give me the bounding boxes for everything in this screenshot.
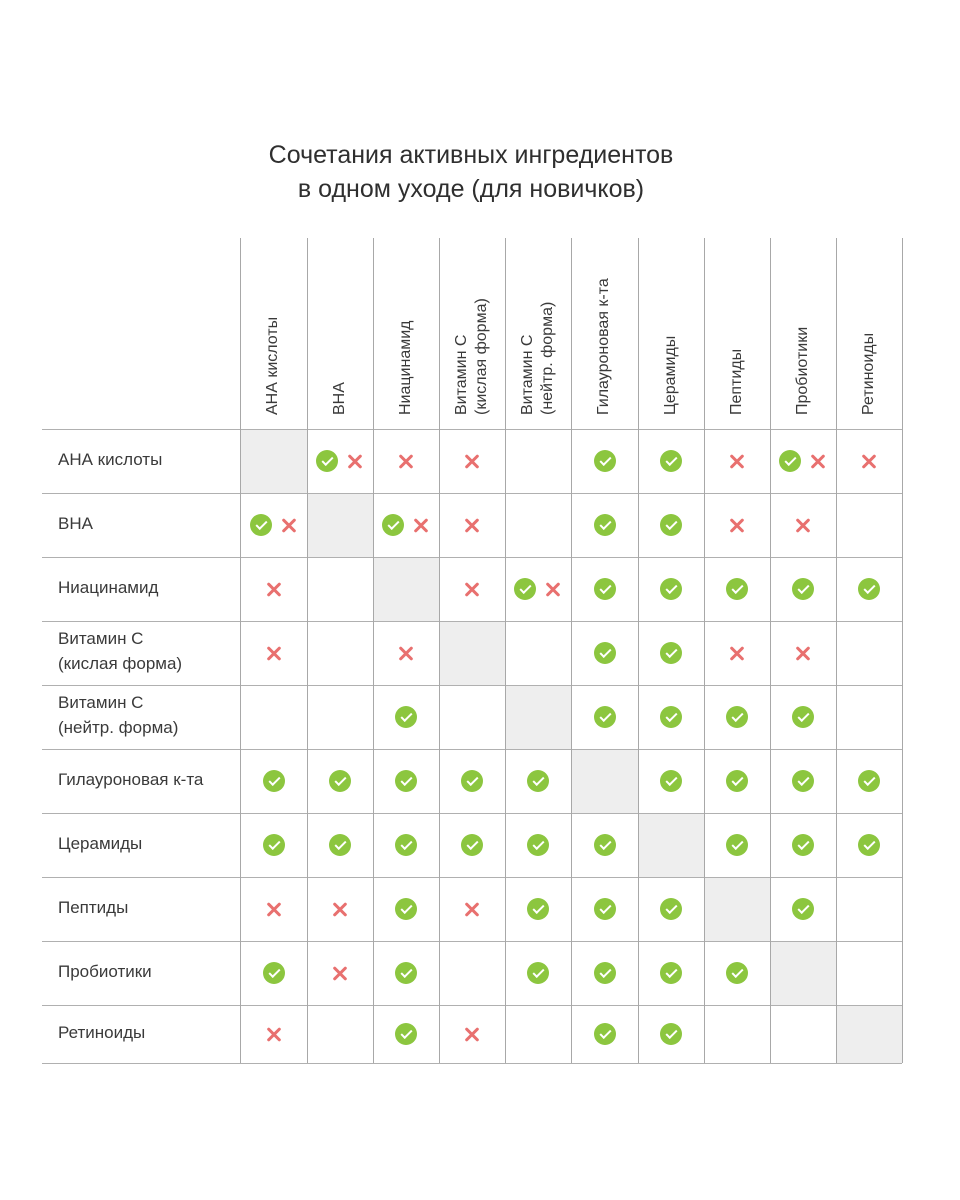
column-header-label	[518, 240, 558, 415]
title-line-2: в одном уходе (для новичков)	[297, 175, 645, 203]
table-cell	[571, 557, 638, 621]
table-cell	[571, 493, 638, 557]
cross-icon	[463, 516, 481, 534]
check-circle-icon	[660, 450, 682, 472]
row-label-text: Гилауроновая к-та	[58, 769, 204, 789]
column-header-text: (нейтр. форма)	[539, 301, 556, 415]
table-cell	[373, 877, 439, 941]
table-cell	[439, 429, 505, 493]
cross-icon	[280, 516, 298, 534]
column-header	[439, 240, 505, 428]
check-circle-icon	[792, 898, 814, 920]
table-cell	[240, 557, 307, 621]
cross-icon	[544, 580, 562, 598]
check-circle-icon	[858, 770, 880, 792]
check-circle-icon	[726, 962, 748, 984]
row-label	[58, 1020, 145, 1045]
check-circle-icon	[660, 898, 682, 920]
table-cell	[439, 749, 505, 813]
table-cell	[505, 941, 571, 1005]
cross-icon	[728, 452, 746, 470]
table-cell	[704, 813, 770, 877]
table-cell	[638, 429, 704, 493]
table-cell	[571, 685, 638, 749]
table-cell	[836, 621, 902, 685]
check-circle-icon	[792, 706, 814, 728]
table-cell	[638, 877, 704, 941]
table-cell	[439, 685, 505, 749]
row-label	[58, 511, 93, 536]
column-header	[505, 240, 571, 428]
row-label-text: (кислая форма)	[58, 654, 183, 673]
table-cell	[307, 1005, 373, 1063]
table-cell	[836, 877, 902, 941]
table-cell	[505, 621, 571, 685]
table-cell	[240, 941, 307, 1005]
table-cell	[638, 1005, 704, 1063]
cross-icon	[463, 452, 481, 470]
table-cell	[638, 685, 704, 749]
table-cell	[770, 685, 836, 749]
check-circle-icon	[594, 642, 616, 664]
table-cell	[571, 941, 638, 1005]
table-cell	[307, 621, 373, 685]
cross-icon	[728, 516, 746, 534]
table-cell	[836, 557, 902, 621]
check-circle-icon	[660, 770, 682, 792]
table-cell	[240, 493, 307, 557]
check-circle-icon	[527, 898, 549, 920]
table-cell	[836, 685, 902, 749]
column-header	[373, 240, 439, 428]
diagonal-cell	[639, 814, 704, 877]
cross-icon	[463, 1025, 481, 1043]
table-cell	[505, 813, 571, 877]
cross-icon	[463, 900, 481, 918]
check-circle-icon	[858, 578, 880, 600]
check-circle-icon	[594, 1023, 616, 1045]
cross-icon	[397, 644, 415, 662]
check-circle-icon	[461, 834, 483, 856]
diagonal-cell	[705, 878, 770, 941]
check-circle-icon	[263, 962, 285, 984]
row-label-text: Церамиды	[58, 833, 143, 853]
table-cell	[505, 749, 571, 813]
table-cell	[836, 429, 902, 493]
row-label	[58, 447, 162, 472]
column-header-text: Ретиноиды	[860, 332, 877, 415]
table-cell	[307, 813, 373, 877]
table-cell	[373, 493, 439, 557]
check-circle-icon	[660, 1023, 682, 1045]
table-cell	[704, 1005, 770, 1063]
check-circle-icon	[726, 578, 748, 600]
table-cell	[770, 557, 836, 621]
column-header-text: Ниацинамид	[397, 320, 414, 415]
row-label	[58, 767, 203, 792]
column-header-label	[396, 240, 416, 415]
diagonal-cell	[241, 430, 307, 493]
check-circle-icon	[660, 514, 682, 536]
table-cell	[704, 685, 770, 749]
table-cell	[836, 941, 902, 1005]
column-header-label	[594, 240, 614, 415]
check-circle-icon	[594, 514, 616, 536]
table-cell	[770, 1005, 836, 1063]
table-cell	[505, 429, 571, 493]
table-cell	[770, 429, 836, 493]
table-cell	[638, 621, 704, 685]
table-cell	[373, 621, 439, 685]
column-header-label	[452, 240, 492, 415]
cross-icon	[412, 516, 430, 534]
diagonal-cell	[506, 686, 571, 749]
column-header	[240, 240, 306, 428]
column-header-text: Витамин С	[519, 334, 536, 415]
row-label-text: Ниацинамид	[58, 577, 159, 597]
check-circle-icon	[263, 770, 285, 792]
row-label-text: Пробиотики	[58, 961, 152, 981]
table-cell	[439, 1005, 505, 1063]
table-cell	[770, 877, 836, 941]
cross-icon	[265, 580, 283, 598]
row-label-text: Витамин С	[58, 629, 144, 648]
table-cell	[704, 621, 770, 685]
check-circle-icon	[594, 898, 616, 920]
cross-icon	[265, 900, 283, 918]
cross-icon	[331, 964, 349, 982]
table-cell	[836, 493, 902, 557]
column-header	[638, 240, 704, 428]
table-cell	[439, 557, 505, 621]
table-cell	[373, 749, 439, 813]
column-header-text: Церамиды	[662, 335, 679, 415]
table-cell	[571, 1005, 638, 1063]
check-circle-icon	[660, 962, 682, 984]
check-circle-icon	[594, 450, 616, 472]
column-header-text: ВНА	[331, 382, 348, 415]
cross-icon	[728, 644, 746, 662]
diagonal-cell	[572, 750, 638, 813]
check-circle-icon	[316, 450, 338, 472]
column-header	[307, 240, 373, 428]
table-cell	[505, 1005, 571, 1063]
check-circle-icon	[329, 770, 351, 792]
table-cell	[240, 685, 307, 749]
row-label	[58, 895, 128, 920]
table-cell	[505, 877, 571, 941]
cross-icon	[463, 580, 481, 598]
column-header-text: (кислая форма)	[473, 298, 490, 415]
table-cell	[240, 813, 307, 877]
check-circle-icon	[660, 642, 682, 664]
check-circle-icon	[329, 834, 351, 856]
check-circle-icon	[792, 770, 814, 792]
check-circle-icon	[395, 770, 417, 792]
check-circle-icon	[726, 770, 748, 792]
check-circle-icon	[660, 706, 682, 728]
table-cell	[373, 813, 439, 877]
diagonal-cell	[440, 622, 505, 685]
table-cell	[770, 493, 836, 557]
diagonal-cell	[771, 942, 836, 1005]
check-circle-icon	[594, 706, 616, 728]
table-cell	[571, 877, 638, 941]
table-cell	[638, 941, 704, 1005]
column-header-label	[661, 240, 681, 415]
check-circle-icon	[594, 834, 616, 856]
check-circle-icon	[660, 578, 682, 600]
row-label-text: Ретиноиды	[58, 1022, 146, 1042]
column-header-text: Пептиды	[728, 348, 745, 415]
column-header	[571, 240, 637, 428]
cross-icon	[331, 900, 349, 918]
check-circle-icon	[726, 706, 748, 728]
column-header	[704, 240, 770, 428]
column-header-text: Гилауроновая к-та	[595, 278, 612, 415]
table-cell	[704, 557, 770, 621]
check-circle-icon	[779, 450, 801, 472]
table-cell	[638, 493, 704, 557]
row-label-text: Пептиды	[58, 897, 129, 917]
table-cell	[307, 941, 373, 1005]
check-circle-icon	[792, 834, 814, 856]
table-cell	[307, 749, 373, 813]
row-label	[58, 690, 178, 740]
check-circle-icon	[527, 770, 549, 792]
row-label	[58, 575, 158, 600]
table-cell	[836, 813, 902, 877]
table-cell	[770, 749, 836, 813]
table-cell	[439, 813, 505, 877]
column-divider	[902, 238, 903, 1063]
column-header-label	[263, 240, 283, 415]
table-cell	[307, 557, 373, 621]
diagonal-cell	[308, 494, 373, 557]
column-header-text: Пробиотики	[794, 326, 811, 415]
table-cell	[571, 429, 638, 493]
cross-icon	[265, 1025, 283, 1043]
check-circle-icon	[858, 834, 880, 856]
row-divider	[42, 1063, 902, 1064]
table-cell	[505, 493, 571, 557]
table-cell	[240, 621, 307, 685]
cross-icon	[397, 452, 415, 470]
column-header-label	[727, 240, 747, 415]
table-cell	[439, 877, 505, 941]
cross-icon	[794, 516, 812, 534]
table-cell	[770, 621, 836, 685]
cross-icon	[346, 452, 364, 470]
check-circle-icon	[461, 770, 483, 792]
row-label-text: Витамин С	[58, 693, 144, 712]
table-cell	[240, 749, 307, 813]
table-cell	[240, 1005, 307, 1063]
row-label-text: (нейтр. форма)	[58, 718, 179, 737]
check-circle-icon	[792, 578, 814, 600]
check-circle-icon	[395, 962, 417, 984]
row-label	[58, 626, 182, 676]
table-cell	[373, 685, 439, 749]
check-circle-icon	[594, 578, 616, 600]
table-cell	[439, 493, 505, 557]
table-cell	[373, 941, 439, 1005]
diagonal-cell	[374, 558, 439, 621]
check-circle-icon	[250, 514, 272, 536]
table-cell	[571, 813, 638, 877]
column-header	[770, 240, 836, 428]
check-circle-icon	[726, 834, 748, 856]
title-line-1: Сочетания активных ингредиентов	[268, 141, 674, 169]
table-cell	[704, 429, 770, 493]
diagonal-cell	[837, 1006, 902, 1063]
table-cell	[704, 493, 770, 557]
table-cell	[638, 557, 704, 621]
table-cell	[571, 621, 638, 685]
table-cell	[240, 877, 307, 941]
check-circle-icon	[395, 834, 417, 856]
table-cell	[439, 941, 505, 1005]
check-circle-icon	[382, 514, 404, 536]
cross-icon	[265, 644, 283, 662]
table-cell	[638, 749, 704, 813]
check-circle-icon	[395, 898, 417, 920]
table-cell	[770, 813, 836, 877]
check-circle-icon	[527, 962, 549, 984]
check-circle-icon	[527, 834, 549, 856]
row-label	[58, 959, 152, 984]
row-label	[58, 831, 142, 856]
cross-icon	[809, 452, 827, 470]
table-cell	[373, 429, 439, 493]
table-cell	[307, 429, 373, 493]
column-header-label	[859, 240, 879, 415]
table-cell	[373, 1005, 439, 1063]
cross-icon	[860, 452, 878, 470]
check-circle-icon	[594, 962, 616, 984]
check-circle-icon	[395, 1023, 417, 1045]
column-header-text: Витамин С	[453, 334, 470, 415]
table-cell	[307, 685, 373, 749]
table-cell	[505, 557, 571, 621]
check-circle-icon	[263, 834, 285, 856]
row-label-text: АНА кислоты	[58, 449, 163, 469]
cross-icon	[794, 644, 812, 662]
column-header	[836, 240, 902, 428]
check-circle-icon	[514, 578, 536, 600]
row-label-text: ВНА	[58, 513, 93, 533]
table-cell	[307, 877, 373, 941]
table-cell	[704, 749, 770, 813]
table-cell	[836, 749, 902, 813]
column-header-label	[793, 240, 813, 415]
table-cell	[704, 941, 770, 1005]
check-circle-icon	[395, 706, 417, 728]
column-header-label	[330, 240, 350, 415]
column-header-text: АНА кислоты	[264, 316, 281, 415]
